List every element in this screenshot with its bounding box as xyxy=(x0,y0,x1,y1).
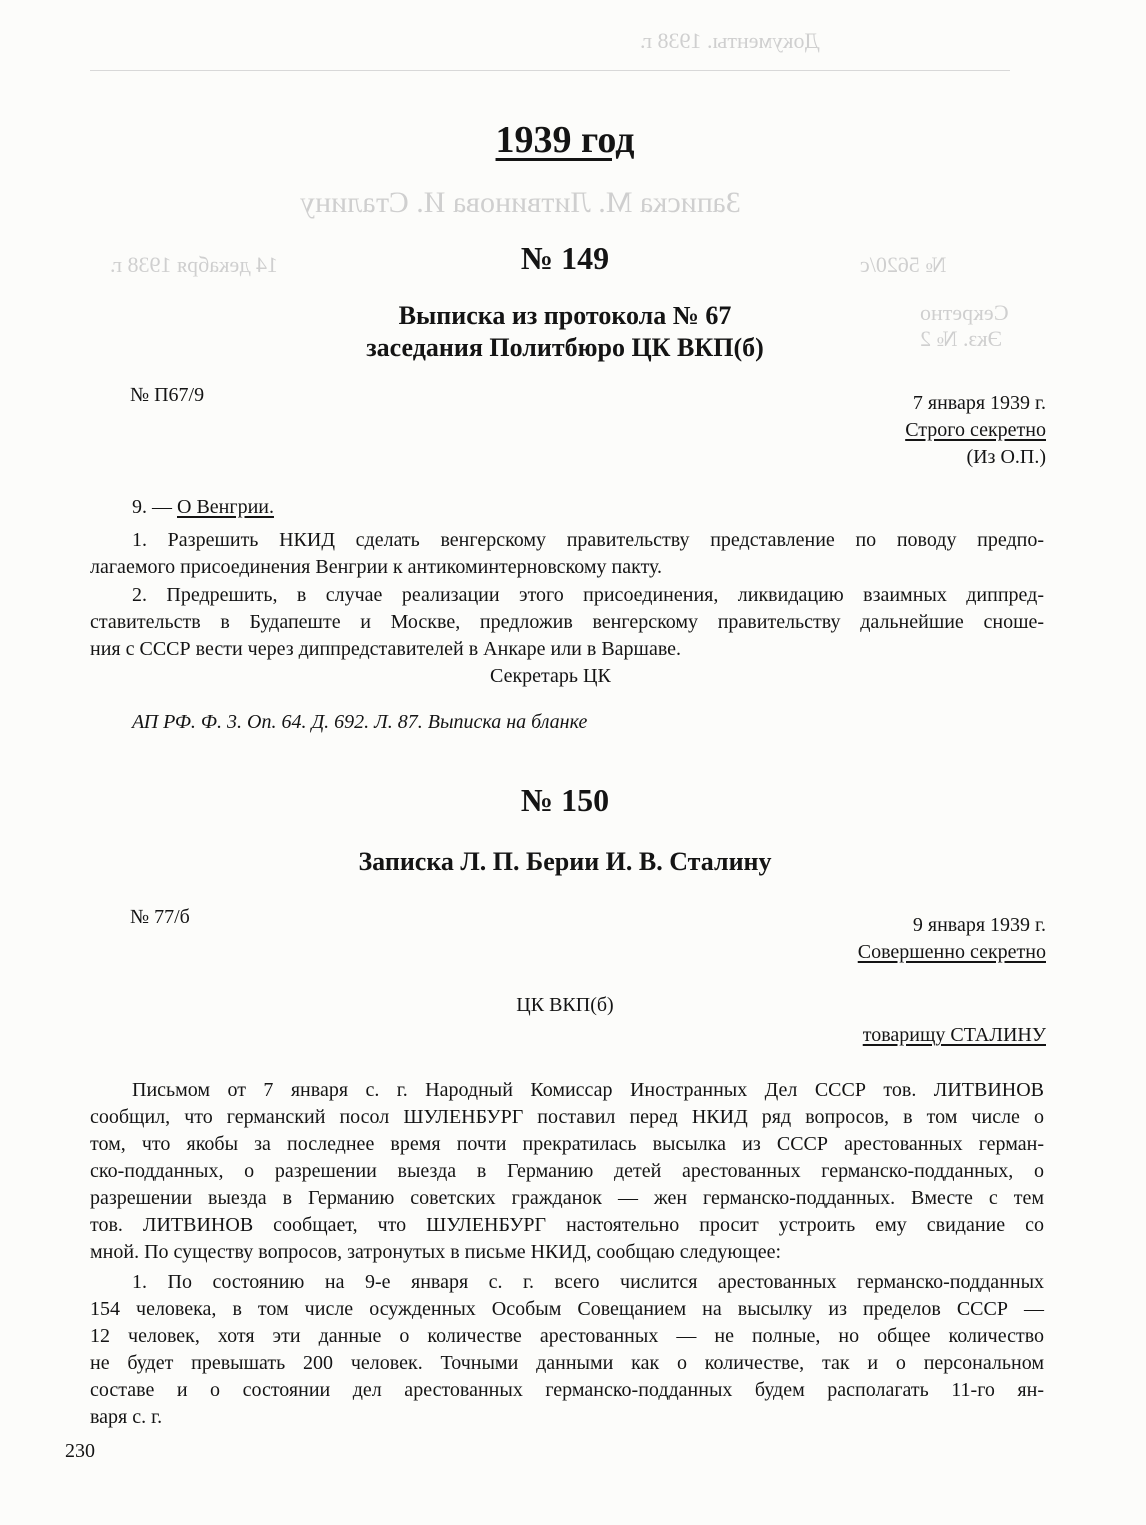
doc149-source-note: (Из О.П.) xyxy=(966,446,1046,468)
doc149-classification: Строго секретно xyxy=(905,419,1046,441)
show-through-header: Документы. 1938 г. xyxy=(640,28,820,53)
doc149-para2-line3: ния с СССР вести через диппредставителей в Анкаре или в Варшаве. xyxy=(90,638,682,660)
doc150-body1-line3: том, что якобы за последнее время почти прекратилась высылка из СССР арестованных герман- xyxy=(90,1133,1044,1155)
doc150-body2-line4: не будет превышать 200 человек. Точными данными как о количестве, так и о персональном xyxy=(90,1352,1044,1374)
doc150-body1-line6: тов. ЛИТВИНОВ сообщает, что ШУЛЕНБУРГ настоятельно просит устроить ему свидание со xyxy=(90,1214,1044,1236)
doc149-number: № 149 xyxy=(520,240,610,276)
doc150-body1-line2: сообщил, что германский посол ШУЛЕНБУРГ поставил перед НКИД ряд вопросов, в том числе о xyxy=(90,1106,1044,1128)
doc149-title-line1: Выписка из протокола № 67 xyxy=(398,301,732,330)
show-through-rule xyxy=(90,70,1010,71)
doc149-title-line2: заседания Политбюро ЦК ВКП(б) xyxy=(366,333,764,362)
doc150-body1-line4: ско-подданных, о разрешении выезда в Германию детей арестованных германско-подданных, о xyxy=(90,1160,1044,1182)
doc150-addressee: товарищу СТАЛИНУ xyxy=(862,1024,1046,1046)
doc150-body2-line1: 1. По состоянию на 9-е января с. г. всего числится арестованных германско-подданных xyxy=(132,1271,1044,1293)
doc149-item-heading xyxy=(132,495,274,520)
doc149-signature: Секретарь ЦК xyxy=(490,665,611,687)
doc150-number: № 150 xyxy=(520,782,610,818)
doc150-addressee-org: ЦК ВКП(б) xyxy=(516,994,614,1016)
show-through-title: Записка М. Литвинова И. Сталину xyxy=(300,186,741,219)
doc150-body1-line1: Письмом от 7 января с. г. Народный Комиссар Иностранных Дел СССР тов. ЛИТВИНОВ xyxy=(132,1079,1044,1101)
doc149-item-title: О Венгрии. xyxy=(177,496,274,518)
doc149-para1-line2: лагаемого присоединения Венгрии к антикоминтерновскому пакту. xyxy=(90,556,663,578)
doc149-para1-line1: 1. Разрешить НКИД сделать венгерскому правительству представление по поводу предпо- xyxy=(132,529,1044,551)
doc149-archive-reference: АП РФ. Ф. 3. Оп. 64. Д. 692. Л. 87. Выписка на бланке xyxy=(132,711,588,733)
doc150-body2-line2: 154 человека, в том числе осужденных Особым Совещанием на высылку из пределов СССР — xyxy=(90,1298,1044,1320)
doc150-body1-line5: разрешении выезда в Германию советских гражданок — жен германско-подданных. Вместе с тем xyxy=(90,1187,1044,1209)
show-through-left: № 5620/с xyxy=(860,252,947,277)
show-through-date: 14 декабря 1938 г. xyxy=(110,252,278,277)
doc149-ref: № П67/9 xyxy=(130,384,205,406)
doc149-date: 7 января 1939 г. xyxy=(912,392,1046,414)
doc150-ref: № 77/б xyxy=(130,906,190,928)
doc150-title: Записка Л. П. Берии И. В. Сталину xyxy=(358,847,772,876)
doc150-body2-line3: 12 человек, хотя эти данные о количестве арестованных — не полные, но общее количество xyxy=(90,1325,1044,1347)
show-through-copy: Экз. № 2 xyxy=(920,326,1003,351)
doc150-date: 9 января 1939 г. xyxy=(912,914,1046,936)
doc149-para2-line2: ставительств в Будапеште и Москве, предложив венгерскому правительству дальнейшие сноше- xyxy=(90,611,1044,633)
page-number: 230 xyxy=(65,1440,95,1462)
doc149-para2-line1: 2. Предрешить, в случае реализации этого присоединения, ликвидацию взаимных диппред- xyxy=(132,584,1044,606)
show-through-secret: Секретно xyxy=(920,300,1009,325)
doc150-classification: Совершенно секретно xyxy=(857,941,1046,963)
doc150-body2-line6: варя с. г. xyxy=(90,1406,163,1428)
year-heading: 1939 год xyxy=(495,119,635,161)
doc150-body2-line5: составе и о состоянии дел арестованных германско-подданных будем располагать 11-го ян- xyxy=(90,1379,1044,1401)
doc150-body1-line7: мной. По существу вопросов, затронутых в письме НКИД, сообщаю следующее: xyxy=(90,1241,782,1263)
doc149-item-prefix: 9. — xyxy=(132,496,172,518)
